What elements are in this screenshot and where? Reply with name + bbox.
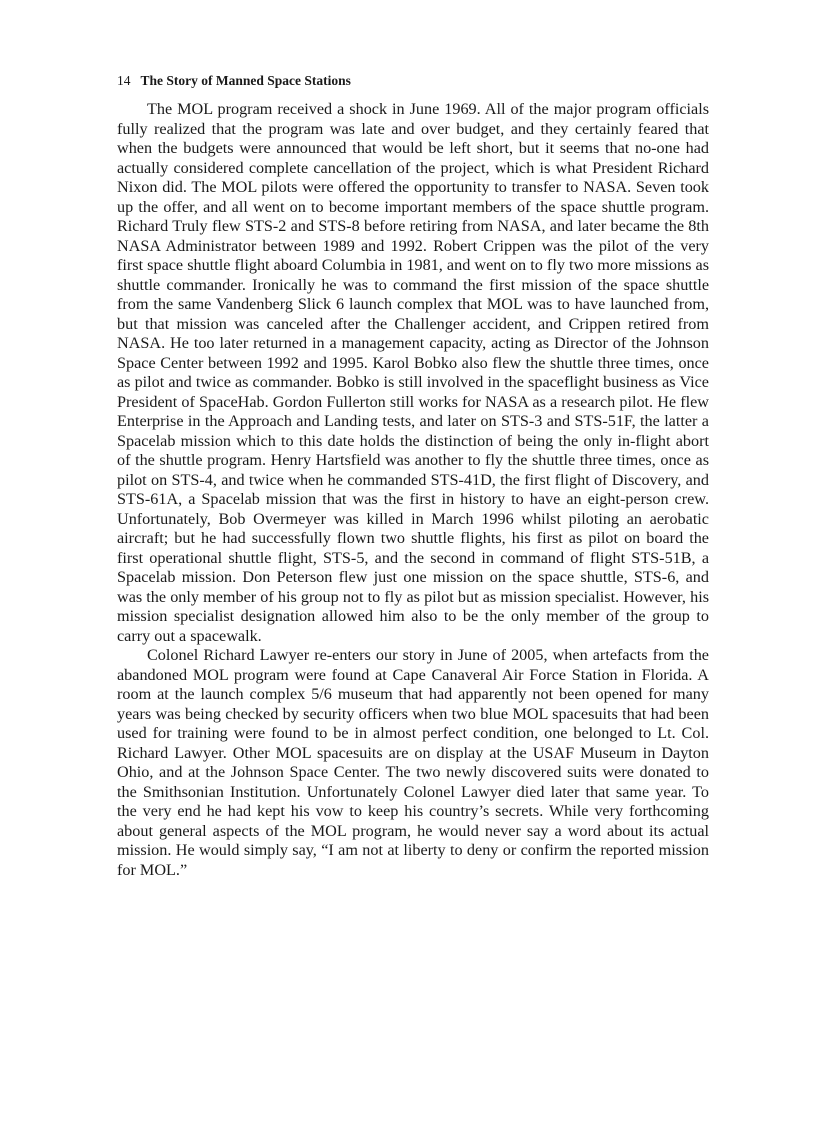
paragraph-lawyer-spacesuits: Colonel Richard Lawyer re-enters our story in June of 2005, when artefacts from the abandoned MOL program were found at Cape Canaveral Air Force Station in Florida. A room at the launch complex 5/6 museum that had apparently not been opened for many years was being checked by security officers when two blue MOL spacesuits that had been used for training were found to be in almost perfect condition, one belonged to Lt. Col. Richard Lawyer. Other MOL spacesuits are on display at the USAF Museum in Dayton Ohio, and at the Johnson Space Center. The two newly discovered suits were donated to the Smithsonian Institution. Unfortunately Colonel Lawyer died later that same year. To the very end he had kept his vow to keep his country’s secrets. While very forthcoming about general aspects of the MOL program, he would never say a word about its actual mission. He would simply say, “I am not at liberty to deny or confirm the reported mission for MOL.” (117, 646, 709, 879)
running-head (117, 72, 709, 90)
page-number: 14 (117, 73, 131, 88)
book-title: The Story of Manned Space Stations (140, 73, 351, 88)
paragraph-mol-cancellation: The MOL program received a shock in June 1969. All of the major program officials fully realized that the program was late and over budget, and they certainly feared that when the budgets were announced that would be left short, but it seems that no-one had actually considered complete cancellation of the project, which is what President Richard Nixon did. The MOL pilots were offered the opportunity to transfer to NASA. Seven took up the offer, and all went on to become important members of the space shuttle program. Richard Truly flew STS-2 and STS-8 before retiring from NASA, and later became the 8th NASA Administrator between 1989 and 1992. Robert Crippen was the pilot of the very first space shuttle flight aboard Columbia in 1981, and went on to fly two more missions as shuttle commander. Ironically he was to command the first mission of the space shuttle from the same Vandenberg Slick 6 launch complex that MOL was to have launched from, but that mission was canceled after the Challenger accident, and Crippen retired from NASA. He too later returned in a management capacity, acting as Director of the Johnson Space Center between 1992 and 1995. Karol Bobko also flew the shuttle three times, once as pilot and twice as commander. Bobko is still involved in the spaceflight business as Vice President of SpaceHab. Gordon Fullerton still works for NASA as a research pilot. He flew Enterprise in the Approach and Landing tests, and later on STS-3 and STS-51F, the latter a Spacelab mission which to this date holds the distinction of being the only in-flight abort of the shuttle program. Henry Hartsfield was another to fly the shuttle three times, once as pilot on STS-4, and twice when he commanded STS-41D, the first flight of Discovery, and STS-61A, a Spacelab mission that was the first in history to have an eight-person crew. Unfortunately, Bob Overmeyer was killed in March 1996 whilst piloting an aerobatic aircraft; but he had successfully flown two shuttle flights, his first as pilot on board the first operational shuttle flight, STS-5, and the second in command of flight STS-51B, a Spacelab mission. Don Peterson flew just one mission on the space shuttle, STS-6, and was the only member of his group not to fly as pilot but as mission specialist. However, his mission specialist designation allowed him also to be the only member of the group to carry out a spacewalk. (117, 100, 709, 645)
body-text (117, 100, 709, 880)
book-page (117, 72, 709, 880)
